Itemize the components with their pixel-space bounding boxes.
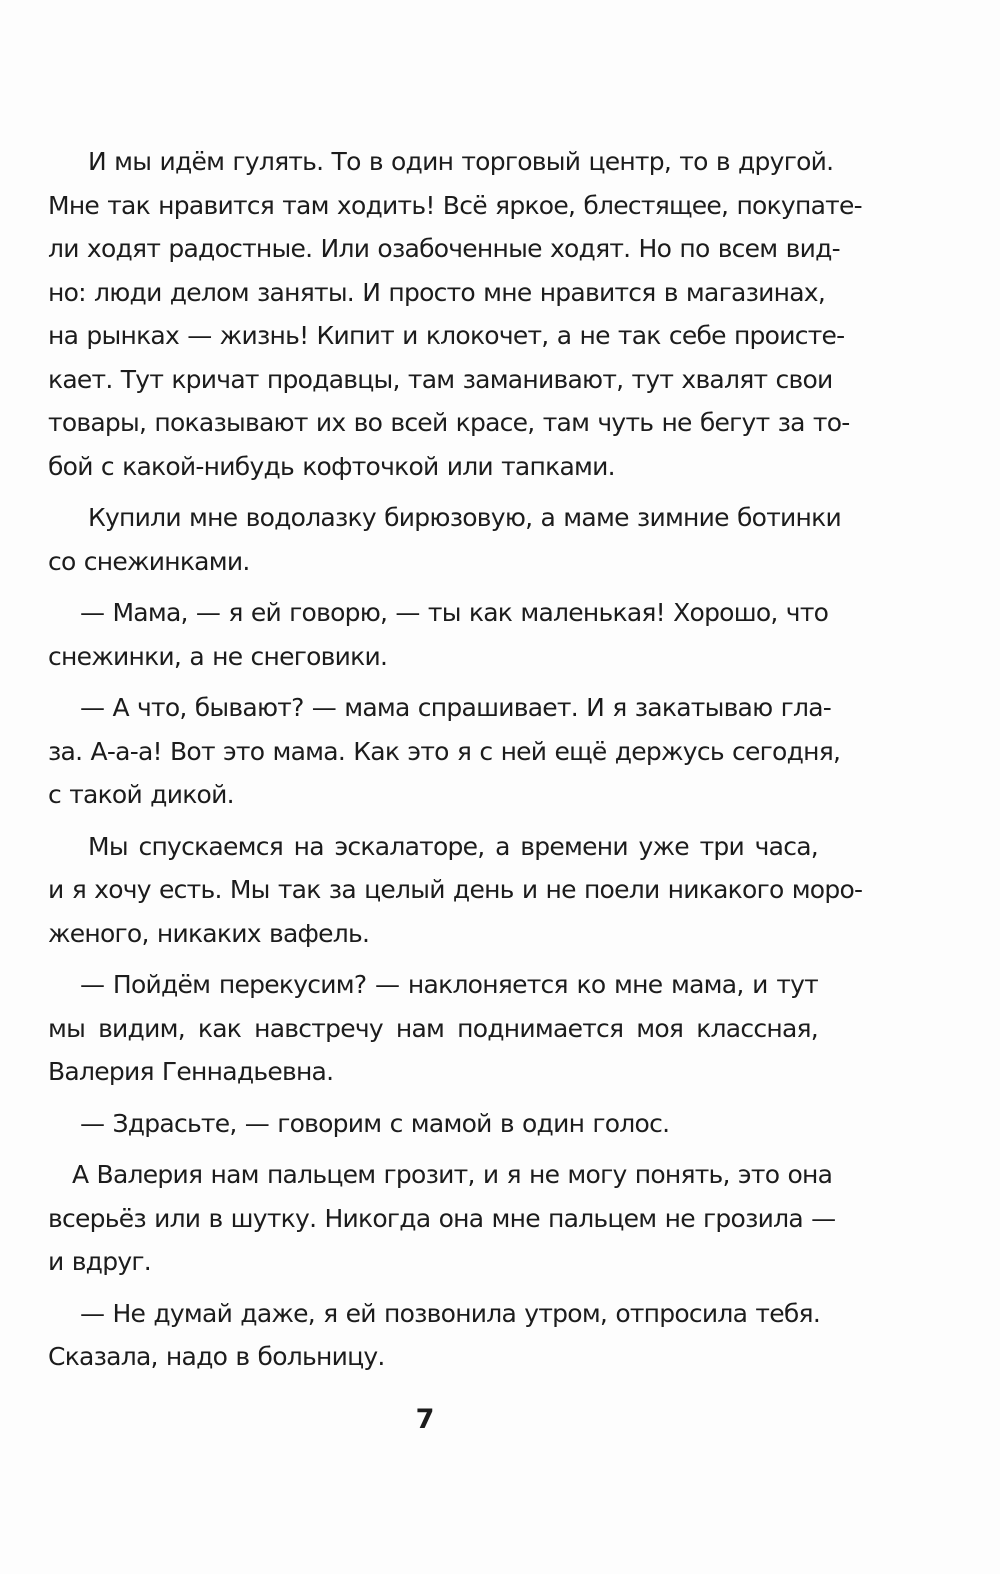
text-line: кает. Тут кричат продавцы, там заманивают, тут хвалят свои bbox=[48, 364, 833, 394]
text-line: снежинки, а не снеговики. bbox=[48, 641, 388, 671]
text-line: И мы идём гулять. То в один торговый центр, то в другой. bbox=[88, 147, 834, 176]
text-line: Купили мне водолазку бирюзовую, а маме зимние ботинки bbox=[88, 503, 841, 532]
text-line: А Валерия нам пальцем грозит, и я не могу понять, это она bbox=[72, 1160, 833, 1189]
text-line: мы видим, как навстречу нам поднимается моя классная, bbox=[48, 1013, 818, 1043]
text-line: Валерия Геннадьевна. bbox=[48, 1057, 334, 1086]
text-line: — Здрасьте, — говорим с мамой в один голос. bbox=[80, 1108, 670, 1138]
text-line: на рынках — жизнь! Кипит и клокочет, а не так себе проистe- bbox=[48, 321, 845, 350]
text-line: и вдруг. bbox=[48, 1247, 151, 1276]
text-line: — Мама, — я ей говорю, — ты как маленькая! Хорошо, что bbox=[80, 598, 829, 627]
page-number: 7 bbox=[415, 1404, 435, 1435]
body-text bbox=[48, 140, 863, 1379]
text-line: ли ходят радостные. Или озабоченные ходят. Но по всем вид- bbox=[48, 234, 840, 263]
text-line: но: люди делом заняты. И просто мне нравится в магазинах, bbox=[48, 277, 826, 307]
text-line: Мы спускаемся на эскалаторе, а времени уже три часа, bbox=[88, 831, 818, 861]
text-line: — Не думай даже, я ей позвонила утром, отпросила тебя. bbox=[80, 1298, 821, 1328]
text-line: женого, никаких вафель. bbox=[48, 918, 370, 948]
text-line: — А что, бывают? — мама спрашивает. И я закатываю гла- bbox=[80, 693, 832, 722]
text-line: за. А-а-а! Вот это мама. Как это я с ней ещё держусь сегодня, bbox=[48, 736, 841, 766]
text-line: Мне так нравится там ходить! Всё яркое, блестящее, покупате- bbox=[48, 190, 862, 220]
text-line: с такой дикой. bbox=[48, 780, 234, 809]
text-line: со снежинками. bbox=[48, 546, 250, 576]
text-line: товары, показывают их во всей красе, там чуть не бегут за то- bbox=[48, 408, 850, 437]
text-line: Сказала, надо в больницу. bbox=[48, 1342, 385, 1371]
text-line: бой с какой-нибудь кофточкой или тапками. bbox=[48, 451, 615, 481]
text-line: всерьёз или в шутку. Никогда она мне пальцем не грозила — bbox=[48, 1203, 836, 1233]
text-line: и я хочу есть. Мы так за целый день и не поели никакого моро- bbox=[48, 875, 863, 904]
text-line: — Пойдём перекусим? — наклоняется ко мне мама, и тут bbox=[80, 970, 818, 999]
